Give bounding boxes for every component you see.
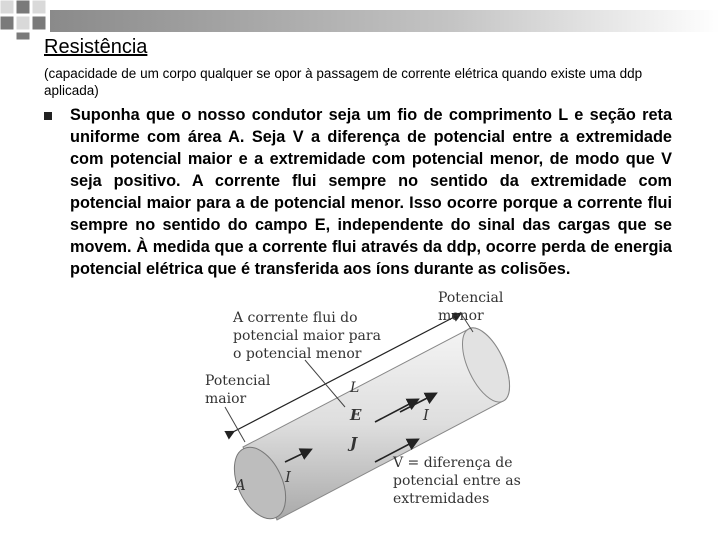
header-decoration [0, 0, 720, 40]
slide-subtitle: (capacidade de um corpo qualquer se opor à passagem de corrente elétrica quando existe uma ddp aplicada) [44, 66, 643, 98]
low-potential-label: Potencial menor [438, 290, 504, 324]
area-label: A [235, 476, 246, 494]
high-pointer [225, 407, 245, 442]
flow-label: A corrente flui do potencial maior para o potencial menor [233, 310, 381, 362]
voltage-label: V = diferença de potencial entre as extremidades [393, 455, 521, 507]
current-density-label: J [350, 434, 358, 452]
length-label: L [350, 380, 360, 396]
bullet-paragraph: Suponha que o nosso condutor seja um fio de comprimento L e seção reta uniforme com área A. Seja V a diferença de potencial entre a extremidade com potencial maior e a extremidade com potencial menor, de modo que V seja positivo. A corrente flui sempre no sentido da extremidade com potencial maior para a de potencial menor. Isso ocorre porque a corrente flui sempre no sentido do campo E, independente do sinal das cargas que se movem. À medida que a corrente flui através da ddp, ocorre perda de energia potencial elétrica que é transferida aos íons durante as colisões. [70, 106, 672, 278]
bullet-square-icon [44, 112, 52, 120]
field-label: E [350, 406, 362, 424]
flow-pointer [305, 360, 345, 407]
current-label-left: I [285, 468, 291, 486]
high-potential-label: Potencial maior [205, 373, 271, 407]
conductor-figure [195, 282, 540, 540]
slide-title: Resistência [44, 36, 148, 58]
current-label-right: I [423, 406, 429, 424]
